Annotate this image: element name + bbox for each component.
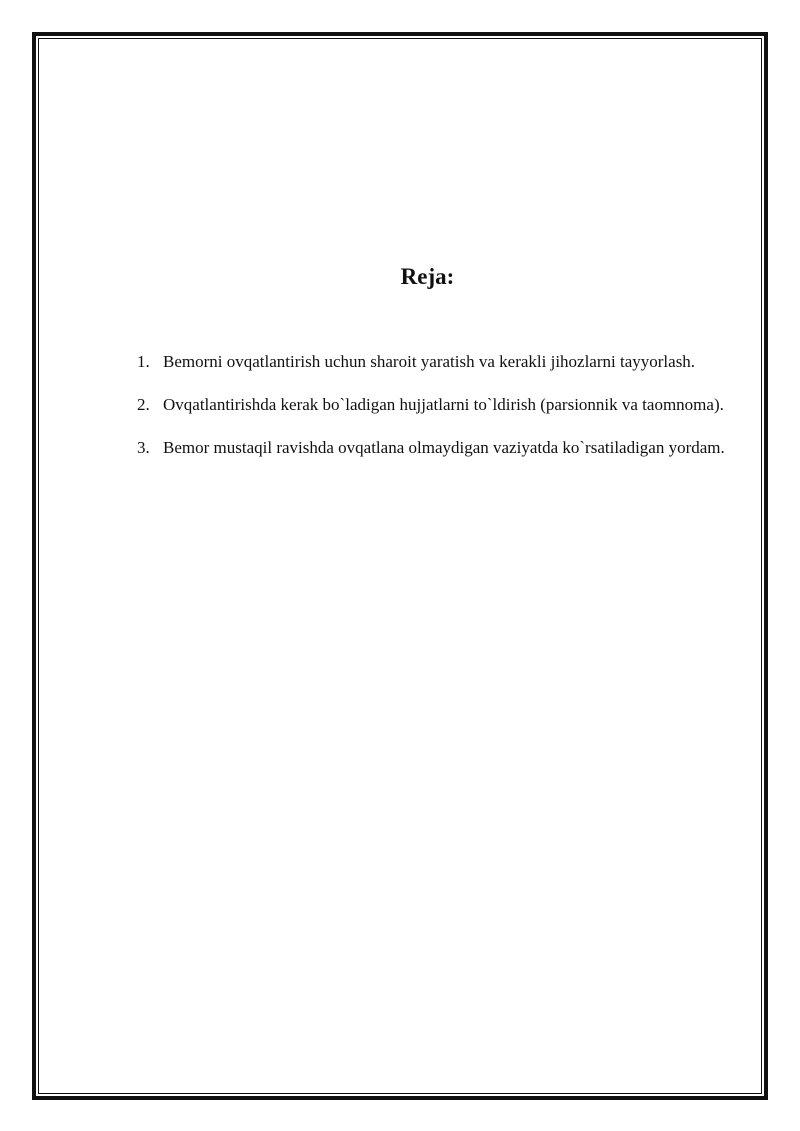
list-item-number: 3. bbox=[137, 438, 150, 457]
page-title: Reja: bbox=[400, 264, 455, 290]
list-item-number: 2. bbox=[137, 395, 150, 414]
list-item bbox=[137, 383, 737, 426]
list-item-text: Ovqatlantirishda kerak bo`ladigan hujjatlarni to`ldirish (parsionnik va taomnoma). bbox=[163, 395, 724, 414]
list-item-text: Bemorni ovqatlantirish uchun sharoit yaratish va kerakli jihozlarni tayyorlash. bbox=[163, 352, 696, 371]
list-item bbox=[137, 340, 737, 383]
plan-list bbox=[137, 340, 737, 469]
list-item bbox=[137, 426, 737, 469]
list-item-text: Bemor mustaqil ravishda ovqatlana olmaydigan vaziyatda ko`rsatiladigan yordam. bbox=[163, 438, 725, 457]
page-border-inner bbox=[38, 38, 762, 1094]
list-item-number: 1. bbox=[137, 352, 150, 371]
